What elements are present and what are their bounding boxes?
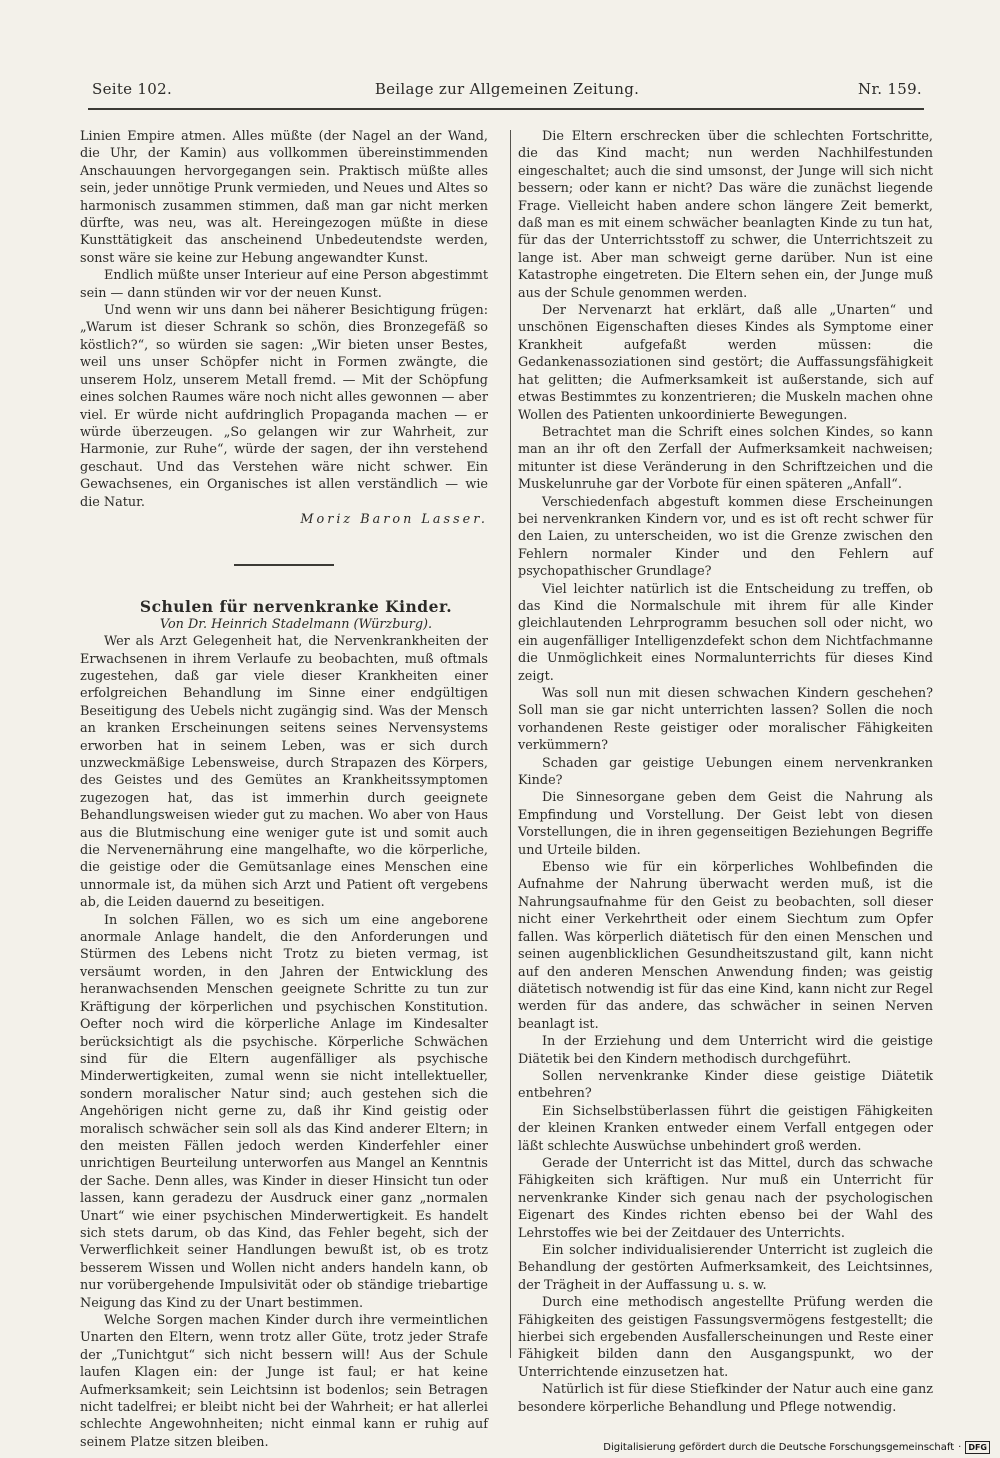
- article-paragraph: Wer als Arzt Gelegenheit hat, die Nervenkrankheiten der Erwachsenen in ihrem Verlaufe zu beobachten, muß oftmals zugestehen, daß gar viele dieser Krankheiten einer erfolgreichen Behandlung im Sinne einer endgültigen Beseitigung des Uebels nicht zugängig sind. Was der Mensch an kranken Erscheinungen seitens seines Nervensystems erworben hat in seinem Leben, was er sich durch unzweckmäßige Lebensweise, durch Strapazen des Körpers, des Geistes und des Gemütes an Krankheitssymptomen zugezogen hat, das ist immerhin durch geeignete Behandlungsweisen wieder gut zu machen. Wo aber von Haus aus die Blutmischung eine weniger gute ist und somit auch die Nervenernährung eine mangelhafte, wo die körperliche, die geistige oder die Gemütsanlage eines Menschen eine unnormale ist, da mühen sich Arzt und Patient oft vergebens ab, die Leiden dauernd zu beseitigen.: [80, 634, 488, 911]
- dfg-logo: DFG: [965, 1441, 990, 1454]
- article-paragraph: In solchen Fällen, wo es sich um eine angeborene anormale Anlage handelt, die den Anforderungen und Stürmen des Lebens nicht Trotz zu bieten vermag, ist versäumt worden, in den Jahren der Entwicklung des heranwachsenden Menschen geeignete Schritte zu tun zur Kräftigung der körperlichen und psychischen Konstitution. Oefter noch wird die körperliche Anlage im Kindesalter berücksichtigt als die psychische. Körperliche Schwächen sind für die Eltern augenfälliger als psychische Minderwertigkeiten, zumal wenn sie nicht intellektueller, sondern moralischer Natur sind; auch gestehen sich die Angehörigen nicht gerne zu, daß ihr Kind geistig oder moralisch schwächer sein soll als das Kind anderer Eltern; in den meisten Fällen jedoch werden Kinderfehler einer unrichtigen Beurteilung unterworfen aus Mangel an Kenntnis der Sache. Denn alles, was Kinder in dieser Hinsicht tun oder lassen, kann geradezu der Ausdruck einer ganz „normalen Unart“ wie einer psychischen Minderwertigkeit. Es handelt sich stets darum, ob das Kind, das Fehler begeht, sich der Verwerflichkeit seiner Handlungen bewußt ist, ob es trotz besserem Wissen und Wollen nicht anders handeln kann, ob nur vorübergehende Impulsivität oder ob ständige triebartige Neigung das Kind zu der Unart bestimmen.: [80, 912, 488, 1311]
- article-title: Schulen für nervenkranke Kinder.: [139, 597, 453, 617]
- article-paragraph: Der Nervenarzt hat erklärt, daß alle „Unarten“ und unschönen Eigenschaften dieses Kindes als Symptome einer Krankheit aufgefaßt werden müssen: die Gedankenassoziationen sind gestört; die Auffassungsfähigkeit hat gelitten; die Aufmerksamkeit ist außerstande, sich auf etwas Bestimmtes zu konzentrieren; die Muskeln machen ohne Wollen des Patienten unkoordinierte Bewegungen.: [518, 303, 933, 423]
- article-paragraph: Die Eltern erschrecken über die schlechten Fortschritte, die das Kind macht; nun werden Nachhilfestunden eingeschaltet; auch die sind umsonst, der Junge will sich nicht bessern; oder kann er nicht? Das wäre die zunächst liegende Frage. Vielleicht haben andere schon längere Zeit bemerkt, daß man es mit einem schwächer beanlagten Kinde zu tun hat, für das der Unterrichtsstoff zu schwer, die Unterrichtszeit zu lange ist. Aber man schweigt gerne darüber. Nun ist eine Katastrophe eingetreten. Die Eltern sehen ein, der Junge muß aus der Schule genommen werden.: [518, 129, 933, 301]
- footer-separator: ·: [958, 1442, 962, 1453]
- article-paragraph: In der Erziehung und dem Unterricht wird die geistige Diätetik bei den Kindern methodisch durchgeführt.: [518, 1034, 933, 1067]
- article-paragraph: Ein Sichselbstüberlassen führt die geistigen Fähigkeiten der kleinen Kranken entweder einem Verfall entgegen oder läßt schlechte Auswüchse unbehindert groß werden.: [518, 1103, 933, 1154]
- article-paragraph: Betrachtet man die Schrift eines solchen Kindes, so kann man an ihr oft den Zerfall der Aufmerksamkeit nachweisen; mitunter ist diese Veränderung in den Schriftzeichen und die Muskelunruhe gar der Vorbote für einen späteren „Anfall“.: [518, 424, 933, 493]
- column-divider: [510, 130, 511, 1358]
- funding-note: Digitalisierung gefördert durch die Deutsche Forschungsgemeinschaft: [603, 1442, 955, 1453]
- prev-article-paragraph: Linien Empire atmen. Alles müßte (der Nagel an der Wand, die Uhr, der Kamin) aus vollkommen übereinstimmenden Anschauungen hervorgegangen sein. Praktisch müßte alles sein, jeder unnötige Prunk vermieden, und Neues und Altes so harmonisch zusammen stimmen, daß man gar nicht merken dürfte, was neu, was alt. Hereingezogen müßte in diese Kunsttätigkeit das anscheinend Unbedeutendste werden, sonst wäre sie keine zur Hebung angewandter Kunst.: [80, 129, 488, 266]
- right-column: [518, 128, 933, 1416]
- article-paragraph: Ein solcher individualisierender Unterricht ist zugleich die Behandlung der gestörten Aufmerksamkeit, des Leichtsinnes, der Trägheit in der Auffassung u. s. w.: [518, 1243, 933, 1293]
- author-signature: Moriz Baron Lasser.: [300, 511, 488, 527]
- prev-article-paragraph: Und wenn wir uns dann bei näherer Besichtigung frügen: „Warum ist dieser Schrank so schön, dies Bronzegefäß so köstlich?“, so würden sie sagen: „Wir bieten unser Bestes, weil uns unser Schöpfer nicht in Formen zwängte, die unserem Holz, unserem Metall fremd. — Mit der Schöpfung eines solchen Raumes wäre noch nicht alles gewonnen — aber viel. Er würde nicht aufdringlich Propaganda machen — er würde überzeugen. „So gelangen wir zur Wahrheit, zur Harmonie, zur Ruhe“, würde der sagen, der ihn verstehend geschaut. Und das Verstehen wäre nicht schwer. Ein Gewachsenes, ein Organisches ist allen verständlich — wie die Natur.: [80, 303, 488, 510]
- article-byline: Von Dr. Heinrich Stadelmann (Würzburg).: [159, 616, 433, 632]
- page-header: [92, 80, 922, 104]
- newspaper-title: Beilage zur Allgemeinen Zeitung.: [374, 80, 640, 98]
- article-paragraph: Natürlich ist für diese Stiefkinder der Natur auch eine ganz besondere körperliche Behandlung und Pflege notwendig.: [518, 1382, 933, 1415]
- article-paragraph: Gerade der Unterricht ist das Mittel, durch das schwache Fähigkeiten sich kräftigen. Nur muß ein Unterricht für nervenkranke Kinder sich genau nach der psychologischen Eigenart des Kindes richten ebenso bei der Wahl des Lehrstoffes wie bei der Zeitdauer des Unterrichts.: [518, 1155, 933, 1241]
- article-paragraph: Verschiedenfach abgestuft kommen diese Erscheinungen bei nervenkranken Kindern vor, und es ist oft recht schwer für den Laien, zu unterscheiden, wo ist die Grenze zwischen den Fehlern normaler Kinder und den Fehlern auf psychopathischer Grundlage?: [518, 494, 933, 580]
- article-paragraph: Ebenso wie für ein körperliches Wohlbefinden die Aufnahme der Nahrung überwacht werden muß, ist die Nahrungsaufnahme für den Geist zu beobachten, soll dieser nicht einer Verkehrtheit oder einem Siechtum zum Opfer fallen. Was körperlich diätetisch für den einen Menschen und seinen augenblicklichen Gesundheitszustand gilt, kann nicht auf den anderen Menschen Anwendung finden; was geistig diätetisch notwendig ist für das eine Kind, kann nicht zur Regel werden für das andere, das schwächer in seinen Nerven beanlagt ist.: [518, 860, 933, 1032]
- article-paragraph: Sollen nervenkranke Kinder diese geistige Diätetik entbehren?: [518, 1068, 933, 1102]
- article-paragraph: Welche Sorgen machen Kinder durch ihre vermeintlichen Unarten den Eltern, wenn trotz aller Güte, trotz jeder Strafe der „Tunichtgut“ sich nicht bessern will! Aus der Schule laufen Klagen ein: der Junge ist faul; er hat keine Aufmerksamkeit; sein Leichtsinn ist bodenlos; sein Betragen nicht tadelfrei; er bleibt nicht bei der Wahrheit; er hat allerlei schlechte Angewohnheiten; nicht einmal kann er ruhig auf seinem Platze sitzen bleiben.: [80, 1313, 488, 1450]
- digitization-footer: [603, 1441, 990, 1454]
- left-column: [80, 128, 488, 1451]
- article-paragraph: Was soll nun mit diesen schwachen Kindern geschehen? Soll man sie gar nicht unterrichten lassen? Sollen die noch vorhandenen Reste geistiger oder moralischer Fähigkeiten verkümmern?: [518, 686, 933, 754]
- article-paragraph: Schaden gar geistige Uebungen einem nervenkranken Kinde?: [518, 755, 933, 789]
- prev-article-paragraph: Endlich müßte unser Interieur auf eine Person abgestimmt sein — dann stünden wir vor der neuen Kunst.: [80, 268, 488, 301]
- article-paragraph: Durch eine methodisch angestellte Prüfung werden die Fähigkeiten des geistigen Fassungsvermögens festgestellt; die hierbei sich ergebenden Ausfallerscheinungen und Reste einer Fähigkeit bilden dann den Ausgangspunkt, wo der Unterrichtende einzusetzen hat.: [518, 1295, 933, 1380]
- page-number: Seite 102.: [92, 80, 173, 98]
- article-paragraph: Viel leichter natürlich ist die Entscheidung zu treffen, ob das Kind die Normalschule mit ihrem für alle Kinder gleichlautenden Lehrprogramm besuchen soll oder nicht, wo ein augenfälliger Intelligenzdefekt schon dem Nichtfachmanne die Unmöglichkeit eines Normalunterrichts für dieses Kind zeigt.: [518, 581, 933, 684]
- header-rule: [88, 108, 924, 110]
- issue-number: Nr. 159.: [858, 80, 922, 98]
- article-paragraph: Die Sinnesorgane geben dem Geist die Nahrung als Empfindung und Vorstellung. Der Geist lebt von diesen Vorstellungen, die in ihren gegenseitigen Beziehungen Begriffe und Urteile bilden.: [518, 790, 933, 858]
- section-divider: [234, 564, 334, 566]
